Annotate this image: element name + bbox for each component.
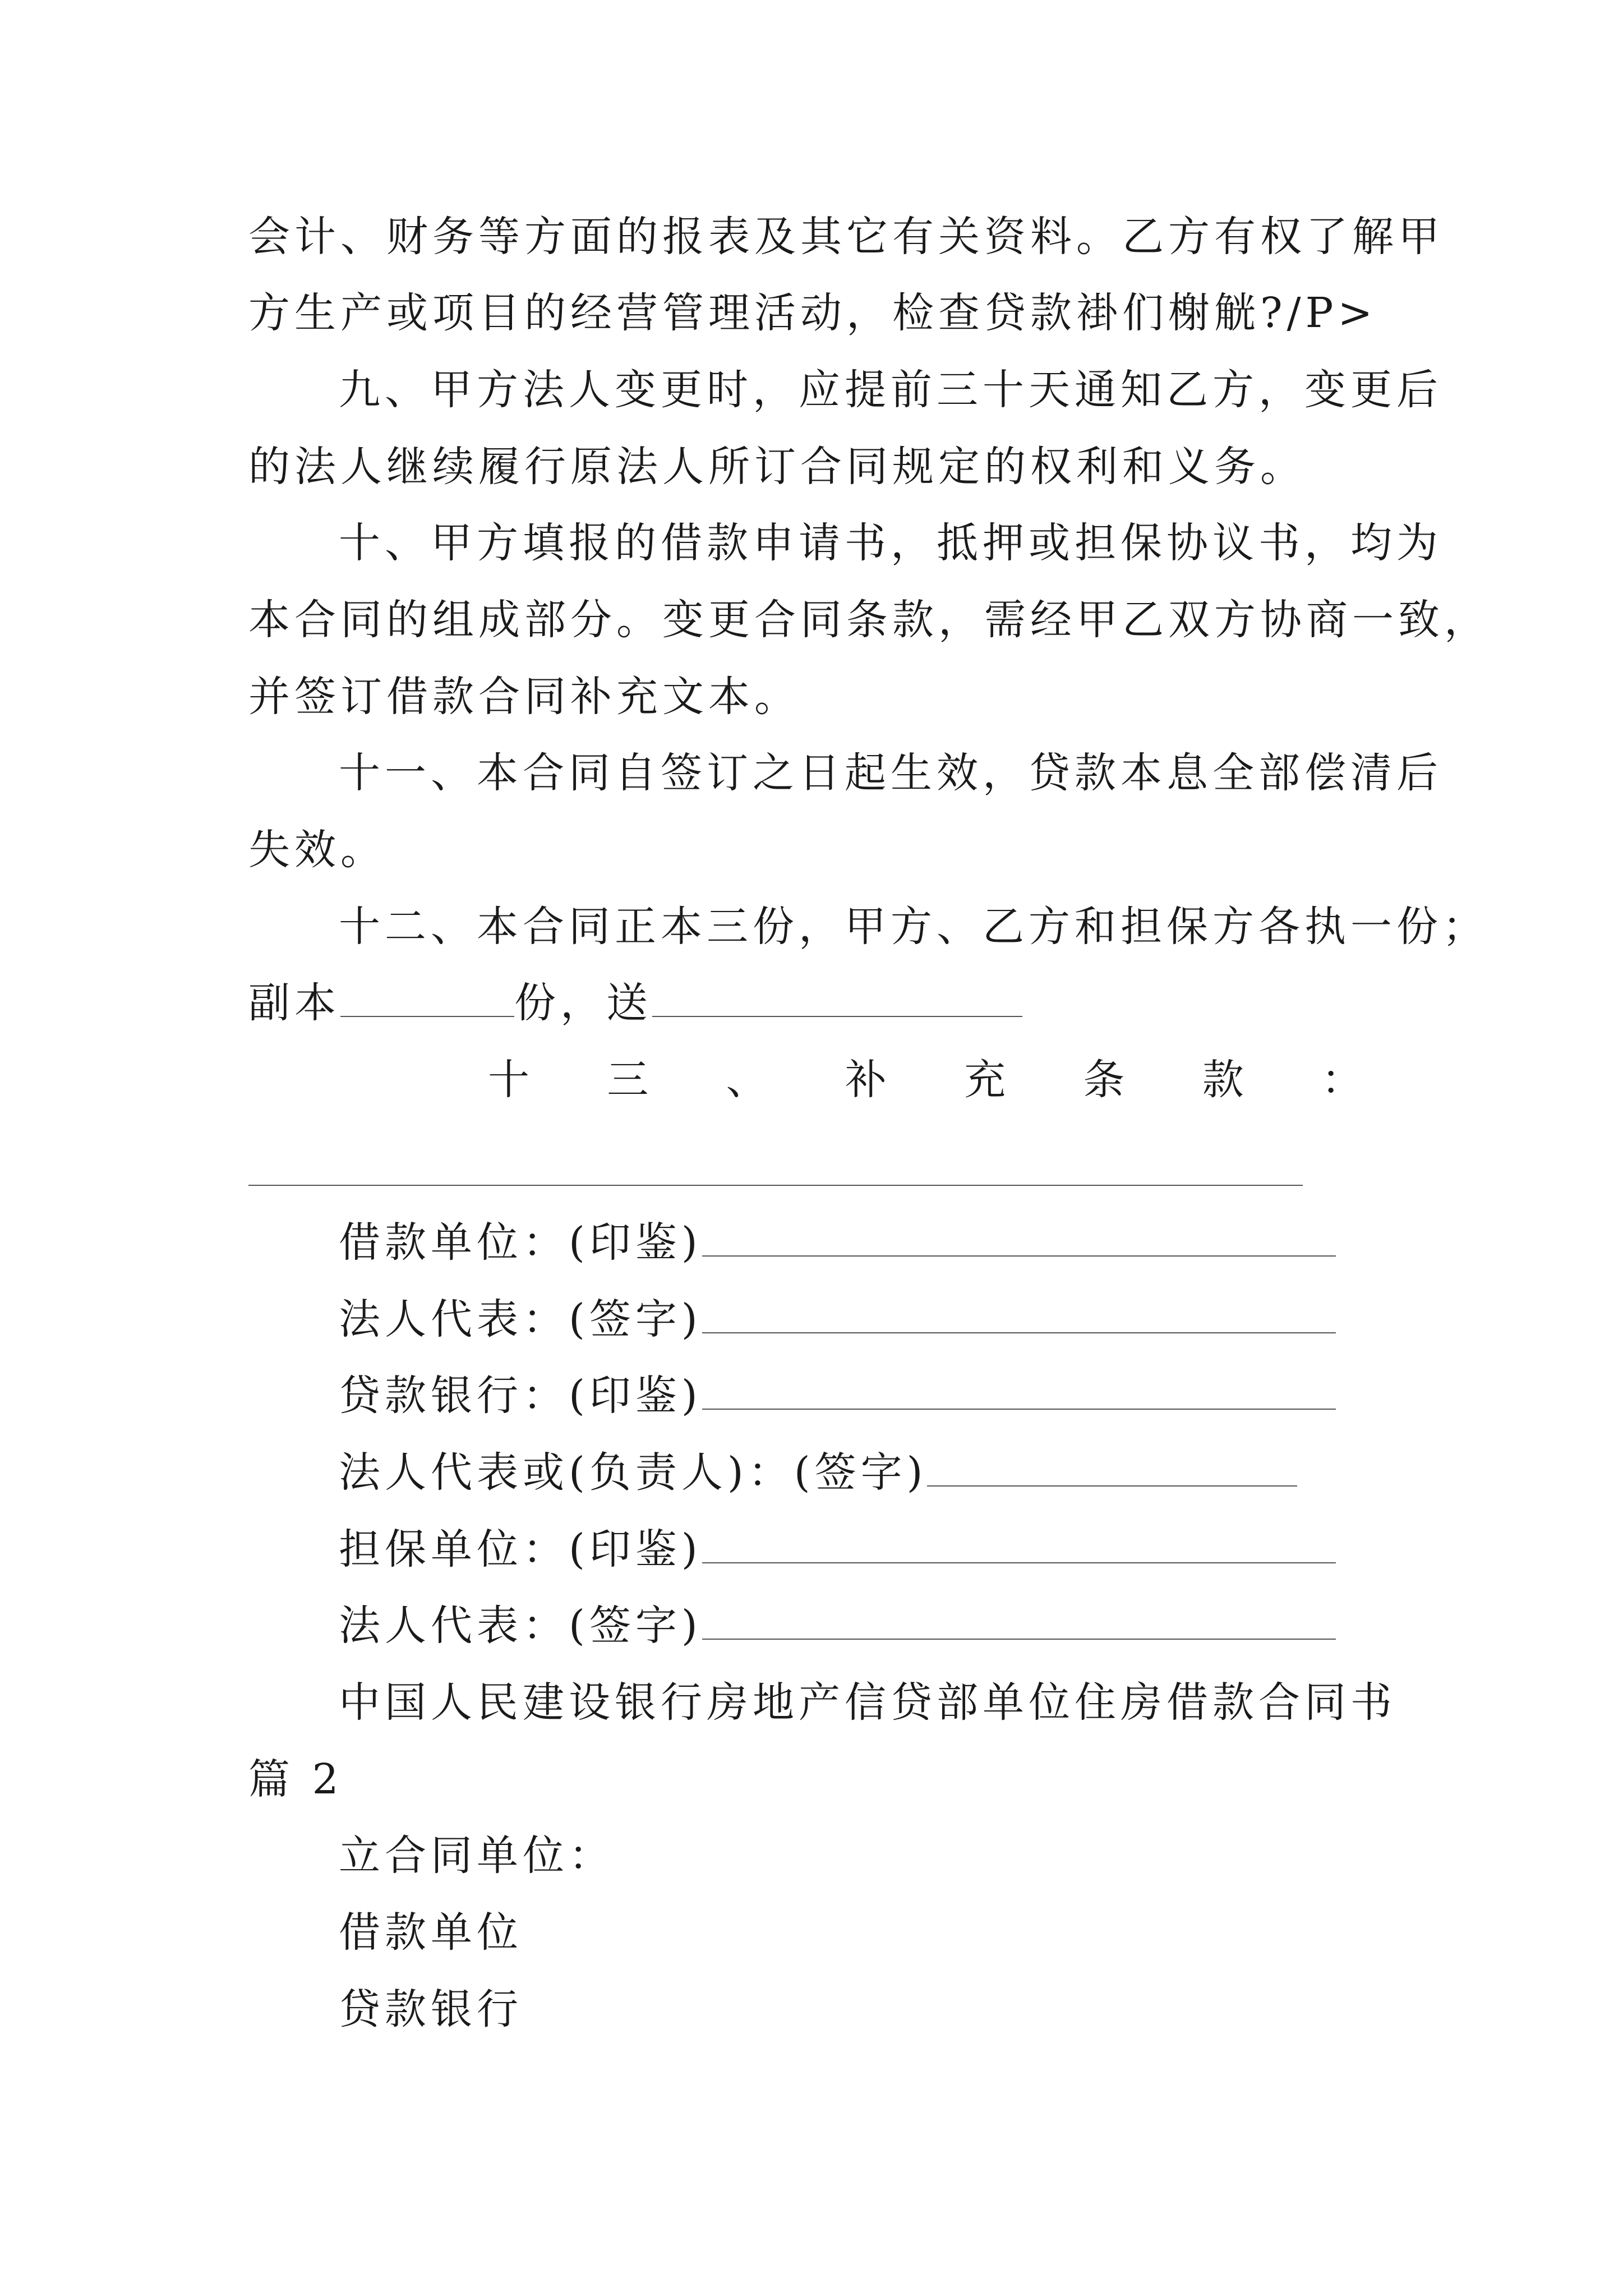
party-borrower: 借款单位 [339,1908,523,1957]
copies-recipient-blank[interactable] [652,977,1022,1017]
signature-legal-rep-2-row [339,1598,1382,1654]
parties-heading: 立合同单位： [339,1832,615,1880]
paragraph-8-continued-line-2: 方生产或项目的经营管理活动，检查贷款褂们榭觥?/P> [248,289,1377,337]
paragraph-9-line-1: 九、甲方法人变更时，应提前三十天通知乙方，变更后 [339,366,1442,414]
copies-sendto-label: 份，送 [514,979,652,1027]
heading-char: 补 [845,1056,887,1104]
signature-legal-rep-or-head-blank[interactable] [927,1446,1297,1487]
copies-count-blank[interactable] [340,977,514,1017]
signature-bank-label: 贷款银行：(印鉴) [339,1372,702,1420]
heading-char: 充 [964,1056,1006,1104]
paragraph-11-line-2: 失效。 [248,826,386,874]
contract-title-line-1: 中国人民建设银行房地产信贷部单位住房借款合同书 [339,1678,1396,1727]
paragraph-12-line-2 [248,975,1381,1031]
signature-legal-rep-or-head-row [339,1444,1382,1501]
heading-char: 条 [1083,1056,1125,1104]
signature-bank-blank[interactable] [702,1369,1336,1410]
paragraph-12-line-1: 十二、本合同正本三份，甲方、乙方和担保方各执一份； [339,903,1488,951]
signature-legal-rep-2-blank[interactable] [702,1599,1336,1640]
copies-label: 副本 [248,979,340,1027]
paragraph-11-line-1: 十一、本合同自签订之日起生效，贷款本息全部偿清后 [339,749,1442,797]
supplementary-terms-blank[interactable] [248,1185,1303,1186]
signature-legal-rep-2-label: 法人代表：(签字) [339,1602,702,1650]
paragraph-8-continued-line-1: 会计、财务等方面的报表及其它有关资料。乙方有权了解甲 [248,213,1444,261]
signature-legal-rep-or-head-label: 法人代表或(负责人)：(签字) [339,1448,928,1497]
heading-char: 十 [488,1056,529,1104]
heading-char: ： [1321,1056,1363,1104]
signature-guarantor-blank[interactable] [702,1523,1336,1563]
paragraph-13-heading [488,1052,1363,1108]
heading-char: 三 [607,1056,649,1104]
heading-char: 款 [1202,1056,1244,1104]
paragraph-10-line-3: 并签订借款合同补充文本。 [248,673,800,721]
signature-borrower-blank[interactable] [702,1216,1336,1257]
signature-guarantor-label: 担保单位：(印鉴) [339,1525,702,1573]
signature-legal-rep-1-row [339,1291,1382,1347]
signature-borrower-label: 借款单位：(印鉴) [339,1218,702,1267]
contract-title-line-2: 篇 2 [248,1755,343,1803]
signature-legal-rep-1-label: 法人代表：(签字) [339,1295,702,1343]
paragraph-9-line-2: 的法人继续履行原法人所订合同规定的权利和义务。 [248,443,1306,491]
paragraph-10-line-1: 十、甲方填报的借款申请书，抵押或担保协议书，均为 [339,519,1442,567]
signature-guarantor-row [339,1521,1382,1577]
signature-borrower-row [339,1214,1382,1271]
heading-char: 、 [726,1056,768,1104]
signature-legal-rep-1-blank[interactable] [702,1293,1336,1333]
signature-bank-row [339,1368,1382,1424]
party-bank: 贷款银行 [339,1985,523,2033]
paragraph-10-line-2: 本合同的组成部分。变更合同条款，需经甲乙双方协商一致， [248,596,1490,644]
